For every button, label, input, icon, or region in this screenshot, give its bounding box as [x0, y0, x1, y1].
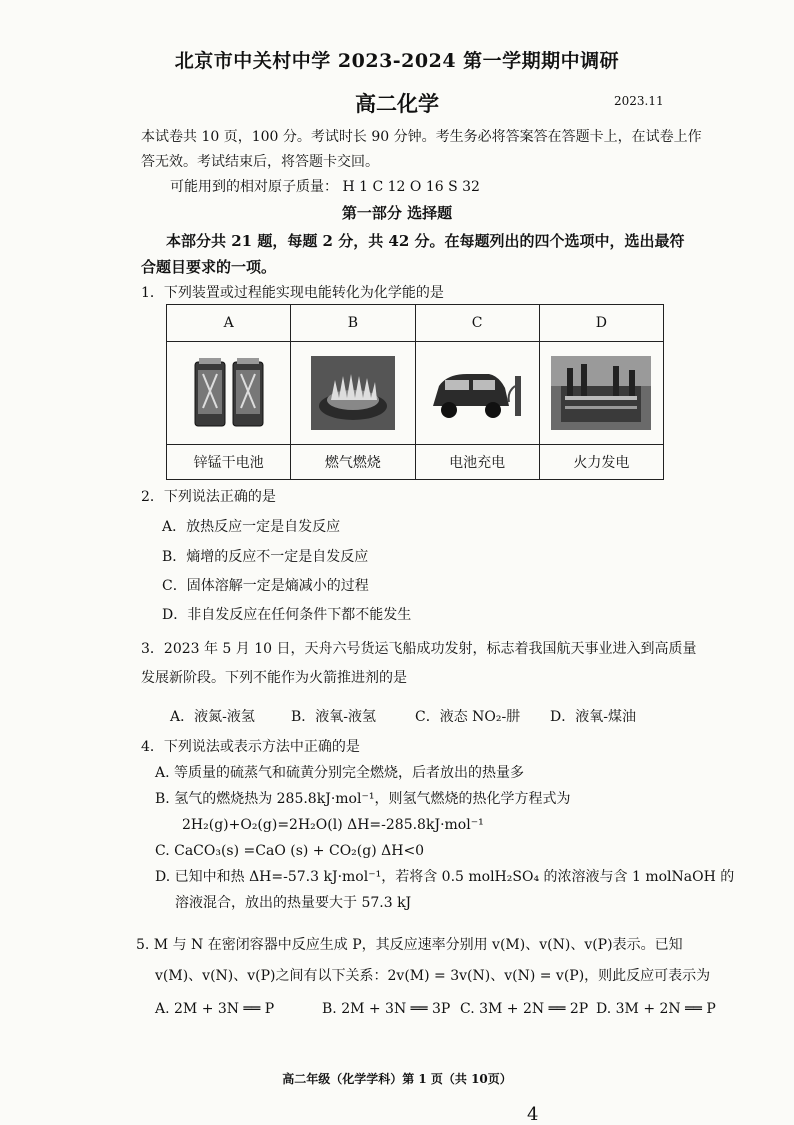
atomic-mass-line: 可能用到的相对原子质量： H 1 C 12 O 16 S 32 [170, 179, 480, 195]
q3-stem-1: 3．2023 年 5 月 10 日，天舟六号货运飞船成功发射，标志着我国航天事业进入到高质量 [141, 641, 697, 657]
q2-option-b: B．熵增的反应不一定是自发反应 [162, 549, 369, 565]
q5-option-d: D. 3M + 2N ══ P [596, 1001, 716, 1017]
exam-date: 2023.11 [614, 94, 664, 108]
q5-stem-2: v(M)、v(N)、v(P)之间有以下关系：2v(M) = 3v(N)、v(N) = v(P)，则此反应可表示为 [155, 968, 711, 984]
q3-option-d: D．液氧-煤油 [550, 709, 636, 725]
q1-option-b-label: 燃气燃烧 [291, 445, 415, 480]
power-plant-image [551, 356, 651, 430]
q1-stem: 1．下列装置或过程能实现电能转化为化学能的是 [141, 285, 444, 301]
q5-option-b: B. 2M + 3N ══ 3P [322, 1001, 451, 1017]
q1-option-a-label: 锌锰干电池 [167, 445, 291, 480]
gas-flame-image [311, 356, 395, 430]
q5-stem-1: 5. M 与 N 在密闭容器中反应生成 P，其反应速率分别用 v(M)、v(N)、v(P)表示。已知 [136, 937, 683, 953]
q1-option-a-letter: A [167, 305, 291, 342]
exam-subject: 高二化学 [355, 91, 439, 116]
q2-option-a: A．放热反应一定是自发反应 [162, 519, 341, 535]
q1-option-c-label: 电池充电 [415, 445, 539, 480]
section-instruction-1: 本部分共 21 题，每题 2 分，共 42 分。在每题列出的四个选项中，选出最符 [166, 232, 685, 250]
ev-charging-image [427, 356, 527, 430]
q2-stem: 2．下列说法正确的是 [141, 489, 276, 505]
q1-options-table [166, 304, 664, 480]
exam-title: 北京市中关村中学 2023-2024 第一学期期中调研 [174, 50, 620, 72]
q4-option-c: C. CaCO₃(s) =CaO (s) + CO₂(g) ΔH<0 [155, 843, 425, 859]
section-instruction-2: 合题目要求的一项。 [141, 258, 277, 276]
q1-option-d-label: 火力发电 [539, 445, 663, 480]
page-corner-mark: 4 [527, 1104, 539, 1125]
q1-option-c-image-cell [415, 342, 539, 445]
q1-option-c-letter: C [415, 305, 539, 342]
q3-stem-2: 发展新阶段。下列不能作为火箭推进剂的是 [141, 670, 407, 686]
q4-option-d-line-2: 溶液混合，放出的热量要大于 57.3 kJ [175, 895, 412, 911]
q3-option-a: A．液氮-液氢 [170, 709, 255, 725]
q1-option-d-image-cell [539, 342, 663, 445]
q5-option-c: C. 3M + 2N ══ 2P [460, 1001, 589, 1017]
q2-option-d: D．非自发反应在任何条件下都不能发生 [162, 607, 412, 623]
intro-line-1: 本试卷共 10 页，100 分。考试时长 90 分钟。考生务必将答案答在答题卡上，在试卷上作 [141, 129, 702, 145]
q3-option-c: C．液态 NO₂-肼 [415, 709, 521, 725]
q2-option-c: C．固体溶解一定是熵减小的过程 [162, 578, 369, 594]
q4-option-b-line-1: B. 氢气的燃烧热为 285.8kJ·mol⁻¹，则氢气燃烧的热化学方程式为 [155, 791, 571, 807]
q4-option-a: A. 等质量的硫蒸气和硫黄分别完全燃烧，后者放出的热量多 [155, 765, 525, 781]
section-title: 第一部分 选择题 [341, 204, 453, 222]
q1-option-a-image-cell [167, 342, 291, 445]
q1-option-b-letter: B [291, 305, 415, 342]
intro-line-2: 答无效。考试结束后，将答题卡交回。 [141, 154, 379, 170]
q4-option-d-line-1: D. 已知中和热 ΔH=-57.3 kJ·mol⁻¹，若将含 0.5 molH₂SO₄ 的浓溶液与含 1 molNaOH 的 [155, 869, 735, 885]
battery-image [189, 356, 269, 430]
q5-option-a: A. 2M + 3N ══ P [155, 1001, 275, 1017]
q4-stem: 4．下列说法或表示方法中正确的是 [141, 739, 360, 755]
q3-option-b: B．液氧-液氢 [291, 709, 377, 725]
q1-option-d-letter: D [539, 305, 663, 342]
page-footer: 高二年级（化学学科）第 1 页（共 10页） [282, 1072, 512, 1086]
q4-option-b-line-2: 2H₂(g)+O₂(g)=2H₂O(l) ΔH=-285.8kJ·mol⁻¹ [182, 817, 484, 833]
q1-option-b-image-cell [291, 342, 415, 445]
